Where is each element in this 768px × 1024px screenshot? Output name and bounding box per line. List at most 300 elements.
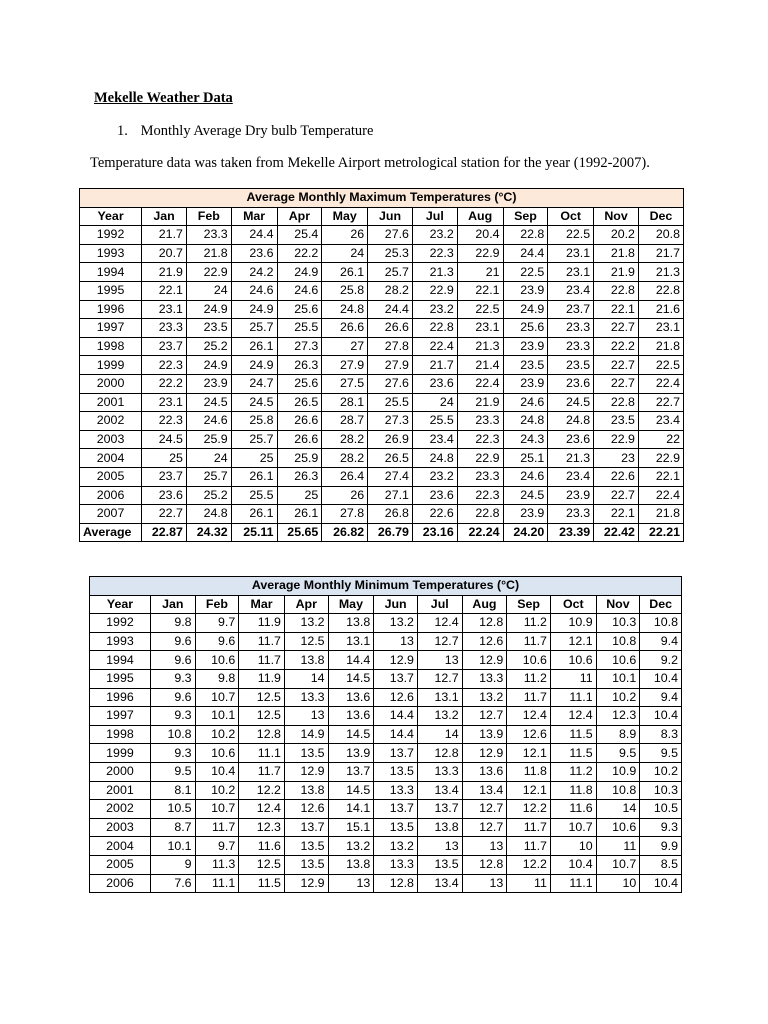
value-cell: 23.2 — [412, 226, 457, 245]
value-cell: 23.5 — [548, 356, 594, 375]
table-row — [80, 337, 684, 356]
value-cell: 22.7 — [142, 505, 187, 524]
value-cell: 26 — [322, 226, 368, 245]
value-cell: 25.5 — [231, 486, 277, 505]
value-cell: 11.6 — [550, 800, 596, 819]
value-cell: 12.5 — [239, 707, 285, 726]
value-cell: 20.4 — [457, 226, 503, 245]
row-label-cell: 1997 — [80, 319, 142, 338]
value-cell: 11.7 — [507, 837, 551, 856]
value-cell: 22.1 — [142, 281, 187, 300]
value-cell: 8.9 — [596, 725, 640, 744]
value-cell: 12.3 — [239, 818, 285, 837]
value-cell: 23.5 — [594, 412, 639, 431]
value-cell: 23.1 — [548, 244, 594, 263]
value-cell: 12.7 — [417, 669, 462, 688]
value-cell: 26.1 — [231, 337, 277, 356]
value-cell: 25.6 — [277, 374, 322, 393]
value-cell: 24.8 — [322, 300, 368, 319]
value-cell: 22.4 — [457, 374, 503, 393]
value-cell: 10.5 — [640, 800, 682, 819]
value-cell: 26.1 — [277, 505, 322, 524]
value-cell: 9.6 — [195, 632, 239, 651]
value-cell: 23.9 — [186, 374, 231, 393]
row-label-cell: 2002 — [90, 800, 151, 819]
value-cell: 22.3 — [142, 412, 187, 431]
value-cell: 14 — [417, 725, 462, 744]
value-cell: 22.6 — [594, 467, 639, 486]
value-cell: 22.87 — [142, 523, 187, 542]
section-number: 1. — [117, 123, 128, 139]
value-cell: 12.5 — [239, 855, 285, 874]
value-cell: 25.8 — [231, 412, 277, 431]
value-cell: 25.5 — [368, 393, 413, 412]
value-cell: 22 — [638, 430, 683, 449]
table-row — [90, 762, 682, 781]
value-cell: 22.1 — [594, 505, 639, 524]
value-cell: Nov — [596, 595, 640, 614]
row-label-cell: 1998 — [80, 337, 142, 356]
value-cell: 25.1 — [503, 449, 548, 468]
value-cell: 8.5 — [640, 855, 682, 874]
value-cell: 24.4 — [503, 244, 548, 263]
value-cell: 24 — [186, 281, 231, 300]
table-row — [80, 263, 684, 282]
value-cell: 23.3 — [457, 412, 503, 431]
value-cell: 26.79 — [368, 523, 413, 542]
value-cell: 27.5 — [322, 374, 368, 393]
value-cell: 22.4 — [638, 486, 683, 505]
table-row — [80, 412, 684, 431]
value-cell: 22.4 — [412, 337, 457, 356]
table-row — [90, 614, 682, 633]
value-cell: 13.9 — [328, 744, 374, 763]
value-cell: 14.5 — [328, 781, 374, 800]
value-cell: 22.7 — [594, 374, 639, 393]
value-cell: 26.3 — [277, 356, 322, 375]
value-cell: 21.7 — [638, 244, 683, 263]
value-cell: 10.6 — [195, 744, 239, 763]
table-row — [90, 781, 682, 800]
value-cell: 24.6 — [503, 393, 548, 412]
value-cell: 25.6 — [277, 300, 322, 319]
value-cell: 11.7 — [507, 688, 551, 707]
value-cell: 14.4 — [374, 707, 418, 726]
value-cell: 10.8 — [640, 614, 682, 633]
value-cell: Jul — [417, 595, 462, 614]
value-cell: 10.5 — [150, 800, 195, 819]
value-cell: 25 — [231, 449, 277, 468]
value-cell: 23.2 — [412, 300, 457, 319]
value-cell: 11 — [596, 837, 640, 856]
value-cell: 11 — [507, 874, 551, 893]
table-row — [80, 486, 684, 505]
value-cell: Jan — [142, 207, 187, 226]
value-cell: 22.4 — [638, 374, 683, 393]
value-cell: 23.1 — [548, 263, 594, 282]
value-cell: 24.9 — [186, 300, 231, 319]
table-row — [80, 430, 684, 449]
section-heading-text: Monthly Average Dry bulb Temperature — [140, 123, 374, 139]
row-label-cell: 2003 — [90, 818, 151, 837]
value-cell: Apr — [277, 207, 322, 226]
value-cell: Sep — [503, 207, 548, 226]
value-cell: Aug — [457, 207, 503, 226]
value-cell: 10.3 — [596, 614, 640, 633]
value-cell: 12.4 — [550, 707, 596, 726]
table-row — [80, 374, 684, 393]
value-cell: Aug — [462, 595, 507, 614]
value-cell: 27.9 — [368, 356, 413, 375]
value-cell: 13.5 — [284, 744, 328, 763]
value-cell: Jun — [374, 595, 418, 614]
value-cell: 13 — [462, 837, 507, 856]
value-cell: 10.4 — [640, 707, 682, 726]
value-cell: 10.8 — [596, 781, 640, 800]
value-cell: 24.6 — [186, 412, 231, 431]
row-label-cell: 2005 — [80, 467, 142, 486]
value-cell: 10.6 — [507, 651, 551, 670]
value-cell: 13.3 — [374, 855, 418, 874]
value-cell: 10.7 — [550, 818, 596, 837]
value-cell: 11.8 — [507, 762, 551, 781]
value-cell: 11.1 — [550, 874, 596, 893]
value-cell: 24.5 — [503, 486, 548, 505]
value-cell: 22.1 — [638, 467, 683, 486]
value-cell: 21.3 — [457, 337, 503, 356]
value-cell: 10.8 — [150, 725, 195, 744]
value-cell: 25.9 — [277, 449, 322, 468]
value-cell: 13.7 — [417, 800, 462, 819]
value-cell: 12.1 — [507, 781, 551, 800]
value-cell: 13.8 — [284, 651, 328, 670]
value-cell: 25.2 — [186, 337, 231, 356]
value-cell: 24.9 — [231, 300, 277, 319]
table-row — [80, 281, 684, 300]
value-cell: 24.8 — [503, 412, 548, 431]
value-cell: 13.6 — [462, 762, 507, 781]
average-row — [80, 523, 684, 542]
value-cell: 9.8 — [150, 614, 195, 633]
value-cell: 10 — [550, 837, 596, 856]
value-cell: 9.7 — [195, 614, 239, 633]
value-cell: 23.3 — [186, 226, 231, 245]
value-cell: 24.6 — [503, 467, 548, 486]
value-cell: 23.3 — [548, 505, 594, 524]
value-cell: 9.4 — [640, 688, 682, 707]
value-cell: 11.7 — [239, 632, 285, 651]
value-cell: 10.3 — [640, 781, 682, 800]
table-row — [90, 632, 682, 651]
value-cell: 14.4 — [374, 725, 418, 744]
value-cell: 23.7 — [142, 467, 187, 486]
table-row — [80, 356, 684, 375]
value-cell: 12.3 — [596, 707, 640, 726]
value-cell: 25.11 — [231, 523, 277, 542]
row-label-cell: 2001 — [80, 393, 142, 412]
value-cell: 13.8 — [284, 781, 328, 800]
value-cell: 13 — [284, 707, 328, 726]
value-cell: 24.9 — [277, 263, 322, 282]
value-cell: 22.7 — [594, 356, 639, 375]
value-cell: 24.5 — [186, 393, 231, 412]
table-row — [80, 505, 684, 524]
value-cell: 11.5 — [550, 744, 596, 763]
value-cell: 22.24 — [457, 523, 503, 542]
row-label-cell: 2006 — [80, 486, 142, 505]
row-label-cell: 2005 — [90, 855, 151, 874]
value-cell: Mar — [231, 207, 277, 226]
value-cell: 23.6 — [412, 486, 457, 505]
value-cell: 11.1 — [195, 874, 239, 893]
value-cell: 23.7 — [548, 300, 594, 319]
value-cell: 24.8 — [186, 505, 231, 524]
value-cell: 21.4 — [457, 356, 503, 375]
value-cell: 12.6 — [374, 688, 418, 707]
value-cell: Mar — [239, 595, 285, 614]
value-cell: 10.4 — [640, 874, 682, 893]
value-cell: 13.6 — [328, 707, 374, 726]
value-cell: 11.1 — [239, 744, 285, 763]
value-cell: 9.3 — [150, 707, 195, 726]
value-cell: Apr — [284, 595, 328, 614]
value-cell: 13.1 — [328, 632, 374, 651]
value-cell: 21.8 — [186, 244, 231, 263]
value-cell: 25.4 — [277, 226, 322, 245]
value-cell: 12.9 — [462, 651, 507, 670]
value-cell: 22.3 — [457, 486, 503, 505]
value-cell: 11.8 — [550, 781, 596, 800]
value-cell: 9.6 — [150, 688, 195, 707]
value-cell: 27.8 — [322, 505, 368, 524]
value-cell: 26 — [322, 486, 368, 505]
table-row — [90, 855, 682, 874]
table-row — [80, 467, 684, 486]
value-cell: 13 — [462, 874, 507, 893]
value-cell: 23.6 — [142, 486, 187, 505]
row-label-cell: 2003 — [80, 430, 142, 449]
value-cell: 26.1 — [322, 263, 368, 282]
value-cell: 13.3 — [462, 669, 507, 688]
value-cell: 10.7 — [195, 800, 239, 819]
value-cell: 22.9 — [594, 430, 639, 449]
value-cell: 25.6 — [503, 319, 548, 338]
value-cell: 12.2 — [507, 800, 551, 819]
value-cell: 24.8 — [548, 412, 594, 431]
value-cell: 24.8 — [412, 449, 457, 468]
value-cell: 14.1 — [328, 800, 374, 819]
value-cell: 9.4 — [640, 632, 682, 651]
value-cell: 27.4 — [368, 467, 413, 486]
value-cell: 21.9 — [142, 263, 187, 282]
row-label-cell: 1999 — [80, 356, 142, 375]
value-cell: 27.1 — [368, 486, 413, 505]
value-cell: 13.7 — [374, 669, 418, 688]
value-cell: 25.65 — [277, 523, 322, 542]
value-cell: 21.9 — [594, 263, 639, 282]
value-cell: 10.7 — [195, 688, 239, 707]
value-cell: 13.3 — [284, 688, 328, 707]
value-cell: 23.3 — [548, 337, 594, 356]
value-cell: 27.3 — [368, 412, 413, 431]
value-cell: 22.9 — [457, 244, 503, 263]
value-cell: 24.5 — [231, 393, 277, 412]
value-cell: 11.7 — [195, 818, 239, 837]
value-cell: 14 — [284, 669, 328, 688]
value-cell: 9.6 — [150, 632, 195, 651]
value-cell: 23.3 — [142, 319, 187, 338]
value-cell: 22.8 — [638, 281, 683, 300]
value-cell: Jan — [150, 595, 195, 614]
table-row — [80, 393, 684, 412]
row-label-cell: 1995 — [90, 669, 151, 688]
value-cell: 9 — [150, 855, 195, 874]
value-cell: 24 — [322, 244, 368, 263]
value-cell: 28.1 — [322, 393, 368, 412]
table-row — [90, 837, 682, 856]
value-cell: 23.9 — [503, 337, 548, 356]
value-cell: 13.8 — [417, 818, 462, 837]
value-cell: 9.3 — [640, 818, 682, 837]
value-cell: 12.8 — [239, 725, 285, 744]
row-label-cell: 1992 — [80, 226, 142, 245]
value-cell: 25.5 — [412, 412, 457, 431]
value-cell: 23.6 — [412, 374, 457, 393]
row-label-cell: 1996 — [80, 300, 142, 319]
table-row — [90, 800, 682, 819]
value-cell: 22.9 — [186, 263, 231, 282]
value-cell: 13.2 — [328, 837, 374, 856]
value-cell: 27.6 — [368, 374, 413, 393]
value-cell: 14 — [596, 800, 640, 819]
value-cell: 23 — [594, 449, 639, 468]
value-cell: 26.3 — [277, 467, 322, 486]
value-cell: 23.6 — [548, 430, 594, 449]
min-temperature-table — [89, 576, 682, 893]
value-cell: 25 — [142, 449, 187, 468]
value-cell: 28.2 — [322, 430, 368, 449]
value-cell: 25.7 — [186, 467, 231, 486]
value-cell: 23.3 — [457, 467, 503, 486]
value-cell: 21.7 — [142, 226, 187, 245]
value-cell: 21.6 — [638, 300, 683, 319]
value-cell: 11.3 — [195, 855, 239, 874]
value-cell: 22.8 — [412, 319, 457, 338]
value-cell: 22.8 — [594, 393, 639, 412]
value-cell: 24.9 — [231, 356, 277, 375]
value-cell: Jun — [368, 207, 413, 226]
table-row — [90, 744, 682, 763]
value-cell: 23.6 — [231, 244, 277, 263]
value-cell: 24.6 — [231, 281, 277, 300]
row-label-cell: 2000 — [90, 762, 151, 781]
value-cell: 13.2 — [417, 707, 462, 726]
value-cell: 13.7 — [374, 800, 418, 819]
value-cell: 12.2 — [239, 781, 285, 800]
value-cell: 24.2 — [231, 263, 277, 282]
value-cell: 20.8 — [638, 226, 683, 245]
table-row — [80, 449, 684, 468]
value-cell: 21.3 — [548, 449, 594, 468]
table-row — [90, 669, 682, 688]
value-cell: 21.3 — [638, 263, 683, 282]
value-cell: 10 — [596, 874, 640, 893]
value-cell: 21 — [457, 263, 503, 282]
value-cell: 11.6 — [239, 837, 285, 856]
value-cell: 9.3 — [150, 669, 195, 688]
value-cell: 12.6 — [507, 725, 551, 744]
value-cell: 9.2 — [640, 651, 682, 670]
value-cell: 13.8 — [328, 614, 374, 633]
value-cell: 24.3 — [503, 430, 548, 449]
value-cell: 28.7 — [322, 412, 368, 431]
value-cell: 26.1 — [231, 505, 277, 524]
value-cell: 22.7 — [638, 393, 683, 412]
value-cell: 13.2 — [374, 614, 418, 633]
value-cell: 13.8 — [328, 855, 374, 874]
row-label-cell: 2001 — [90, 781, 151, 800]
row-label-cell: 2002 — [80, 412, 142, 431]
value-cell: 20.2 — [594, 226, 639, 245]
value-cell: 13.2 — [462, 688, 507, 707]
value-cell: 21.8 — [638, 337, 683, 356]
value-cell: 12.7 — [417, 632, 462, 651]
value-cell: 25.9 — [186, 430, 231, 449]
value-cell: 21.3 — [412, 263, 457, 282]
value-cell: 13.1 — [417, 688, 462, 707]
value-cell: 25.8 — [322, 281, 368, 300]
value-cell: 23.9 — [503, 505, 548, 524]
value-cell: 26.5 — [368, 449, 413, 468]
value-cell: 13.4 — [417, 874, 462, 893]
value-cell: 9.8 — [195, 669, 239, 688]
value-cell: 26.4 — [322, 467, 368, 486]
value-cell: 13.5 — [284, 855, 328, 874]
value-cell: 10.8 — [596, 632, 640, 651]
value-cell: 22.9 — [412, 281, 457, 300]
value-cell: 10.1 — [195, 707, 239, 726]
row-label-cell: 2004 — [90, 837, 151, 856]
row-label-cell: 2006 — [90, 874, 151, 893]
value-cell: 12.7 — [462, 818, 507, 837]
value-cell: 25.7 — [368, 263, 413, 282]
value-cell: 10.2 — [596, 688, 640, 707]
value-cell: 22.21 — [638, 523, 683, 542]
value-cell: 25.7 — [231, 319, 277, 338]
table-row — [90, 725, 682, 744]
value-cell: 24.4 — [231, 226, 277, 245]
value-cell: 23.4 — [412, 430, 457, 449]
value-cell: 9.6 — [150, 651, 195, 670]
value-cell: 11.5 — [550, 725, 596, 744]
value-cell: 12.4 — [417, 614, 462, 633]
value-cell: 10.2 — [195, 725, 239, 744]
row-label-cell: 1998 — [90, 725, 151, 744]
value-cell: Dec — [640, 595, 682, 614]
row-label-cell: 1992 — [90, 614, 151, 633]
value-cell: 23.3 — [548, 319, 594, 338]
value-cell: Jul — [412, 207, 457, 226]
value-cell: 13.3 — [374, 781, 418, 800]
value-cell: 9.5 — [150, 762, 195, 781]
value-cell: Feb — [195, 595, 239, 614]
table-caption: Average Monthly Minimum Temperatures (°C) — [90, 577, 682, 596]
value-cell: 24.7 — [231, 374, 277, 393]
value-cell: 23.1 — [142, 300, 187, 319]
value-cell: 26.82 — [322, 523, 368, 542]
value-cell: 21.8 — [594, 244, 639, 263]
value-cell: 28.2 — [322, 449, 368, 468]
